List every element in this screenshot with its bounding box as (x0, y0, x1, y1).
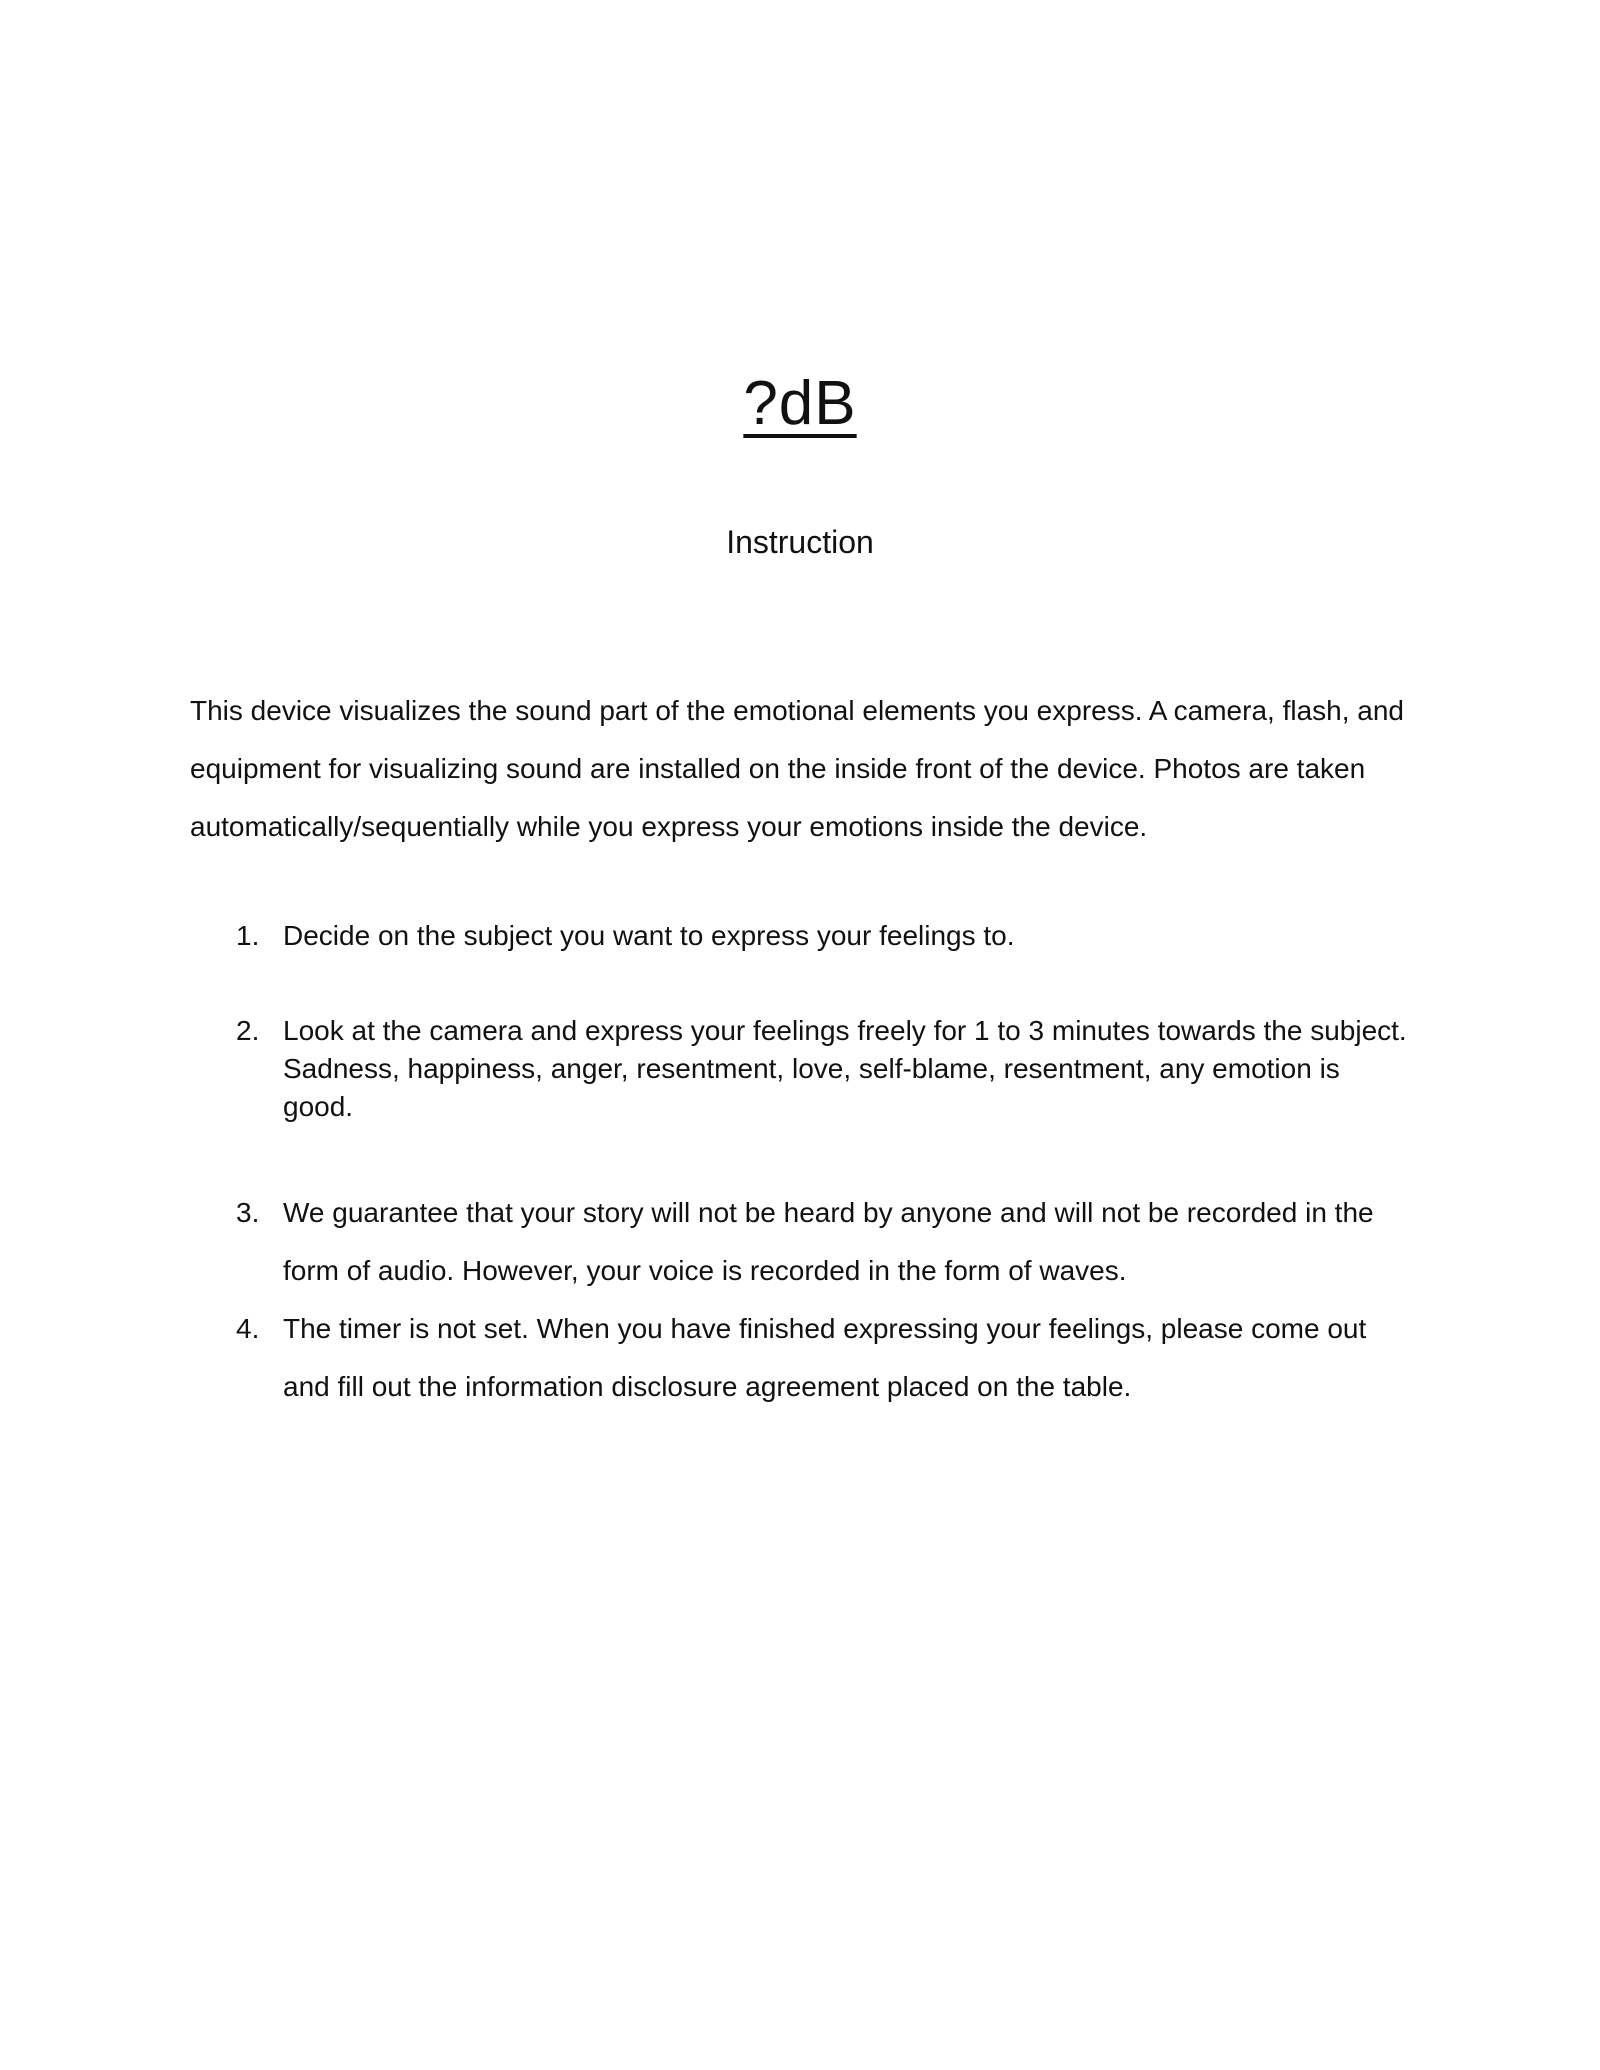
list-item-text: The timer is not set. When you have finished expressing your feelings, please come out and fill out the information disclosure agreement placed on the table. (283, 1313, 1367, 1402)
list-item-text: Look at the camera and express your feelings freely for 1 to 3 minutes towards the subject. Sadness, happiness, anger, resentment, love, self-blame, resentment, any emotion is good. (283, 1015, 1407, 1122)
list-item-text: We guarantee that your story will not be heard by anyone and will not be recorded in the form of audio. However, your voice is recorded in the form of waves. (283, 1197, 1374, 1286)
list-item-number: 3. (236, 1197, 260, 1228)
list-item (236, 1300, 1416, 1416)
list-item (236, 1184, 1416, 1300)
list-item-number: 1. (236, 920, 260, 951)
list-item-text: Decide on the subject you want to express your feelings to. (283, 920, 1015, 951)
list-item (236, 916, 1416, 956)
list-item-number: 2. (236, 1015, 260, 1046)
page-title (0, 368, 1600, 440)
list-item (236, 1012, 1416, 1126)
page-subtitle: Instruction (726, 524, 874, 560)
list-item-number: 4. (236, 1313, 260, 1344)
title-text: ?dB (743, 369, 857, 438)
intro-paragraph: This device visualizes the sound part of the emotional elements you express. A camera, flash, and equipment for visualizing sound are installed on the inside front of the device. Photos are taken automatically/sequentially while you express your emotions inside the device. (190, 695, 1404, 842)
